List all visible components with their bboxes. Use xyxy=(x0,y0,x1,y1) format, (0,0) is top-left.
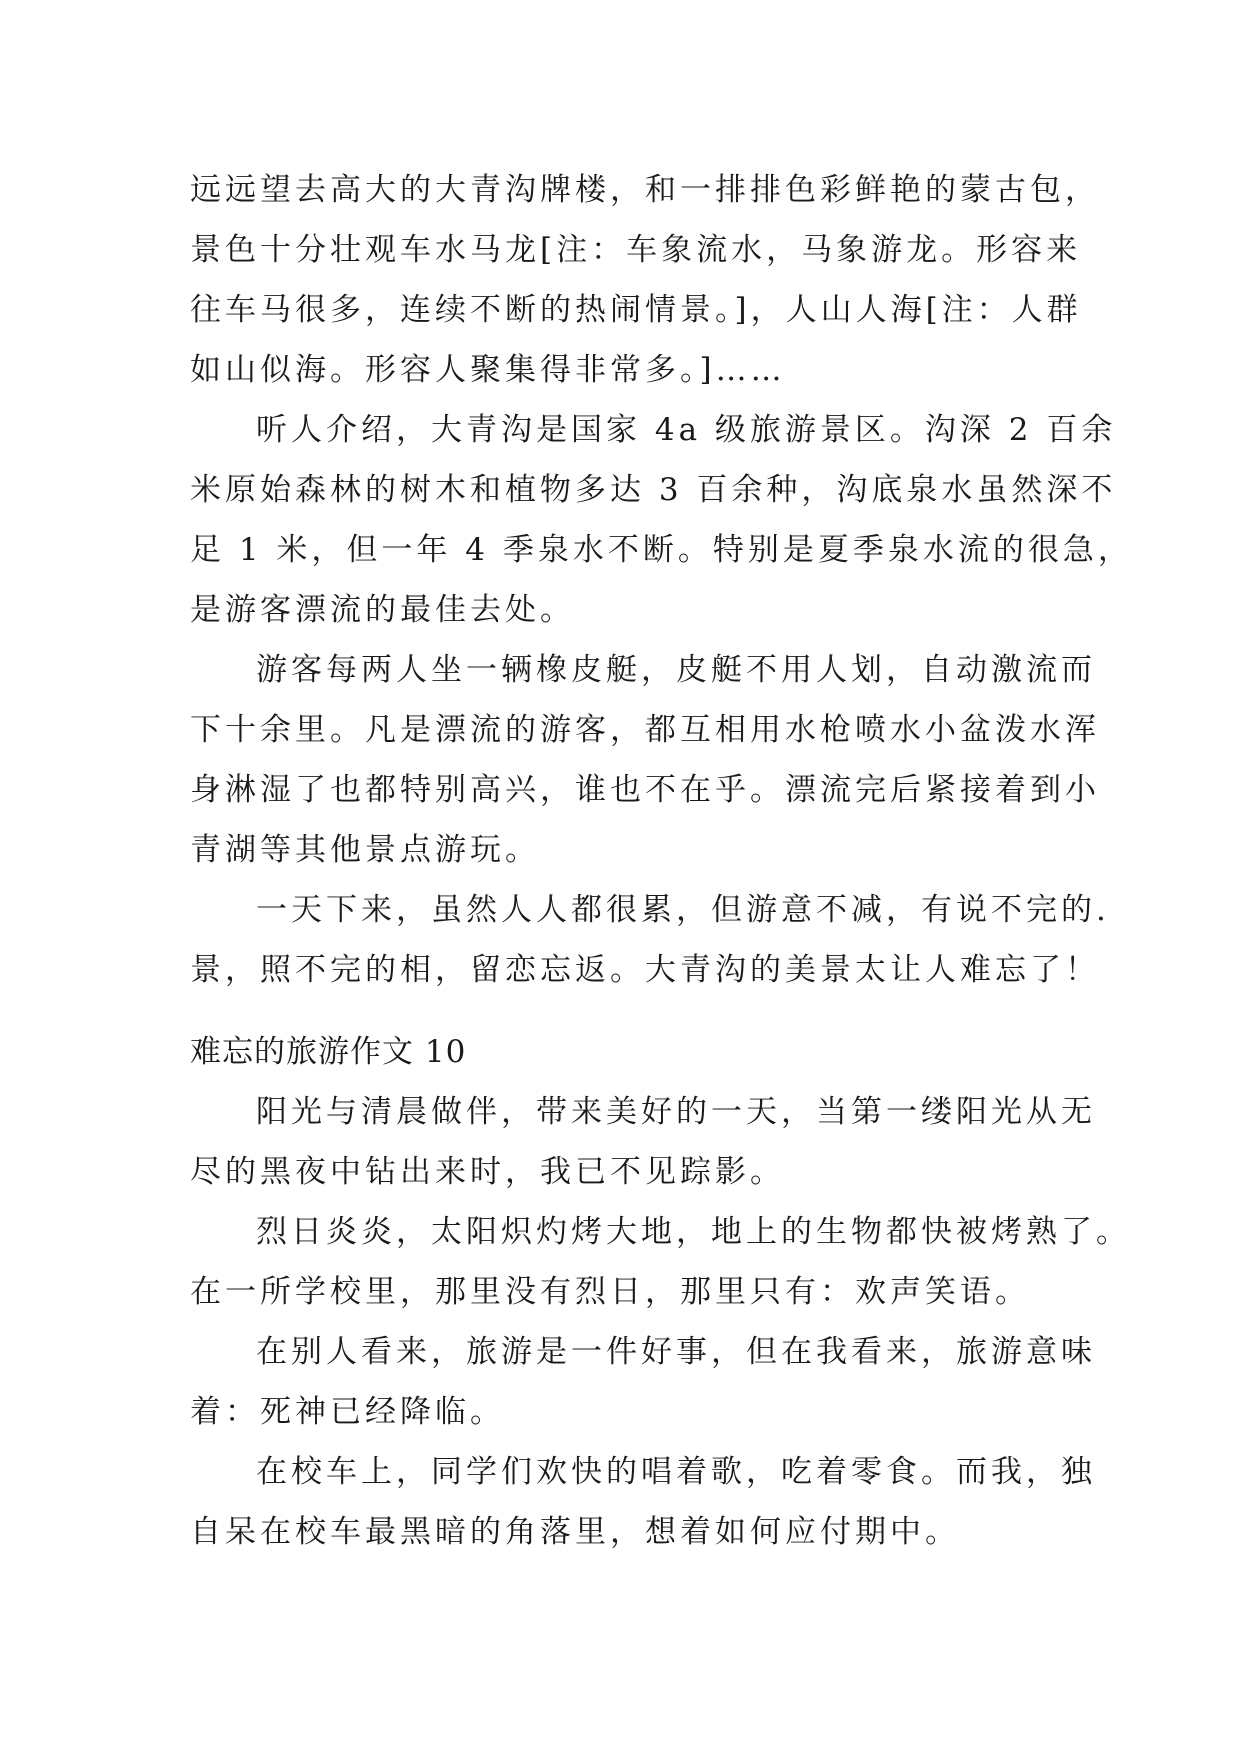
paragraph-line: 着：死神已经降临。 xyxy=(190,1394,505,1430)
paragraph-line: 米原始森林的树木和植物多达 3 百余种，沟底泉水虽然深不 xyxy=(190,472,1117,508)
paragraph-line: 青湖等其他景点游玩。 xyxy=(190,832,540,868)
paragraph-line: 远远望去高大的大青沟牌楼，和一排排色彩鲜艳的蒙古包， xyxy=(190,172,1100,208)
paragraph-line: 阳光与清晨做伴，带来美好的一天，当第一缕阳光从无 xyxy=(256,1094,1096,1130)
paragraph-line: 足 1 米，但一年 4 季泉水不断。特别是夏季泉水流的很急， xyxy=(190,532,1133,568)
paragraph-line: 烈日炎炎，太阳炽灼烤大地，地上的生物都快被烤熟了。 xyxy=(256,1214,1131,1250)
paragraph-line: 身淋湿了也都特别高兴，谁也不在乎。漂流完后紧接着到小 xyxy=(190,772,1100,808)
paragraph-line: 是游客漂流的最佳去处。 xyxy=(190,592,575,628)
paragraph-line: 下十余里。凡是漂流的游客，都互相用水枪喷水小盆泼水浑 xyxy=(190,712,1100,748)
paragraph-line: 游客每两人坐一辆橡皮艇，皮艇不用人划，自动激流而 xyxy=(256,652,1096,688)
paragraph-line: 听人介绍，大青沟是国家 4a 级旅游景区。沟深 2 百余 xyxy=(256,412,1117,448)
paragraph-line: 景，照不完的相，留恋忘返。大青沟的美景太让人难忘了！ xyxy=(190,952,1100,988)
paragraph-line: 在校车上，同学们欢快的唱着歌，吃着零食。而我，独 xyxy=(256,1454,1096,1490)
article-1 xyxy=(190,160,1133,1000)
paragraph-line: 一天下来，虽然人人都很累，但游意不减，有说不完的. xyxy=(256,892,1110,928)
paragraph-line: 在别人看来，旅游是一件好事，但在我看来，旅游意味 xyxy=(256,1334,1096,1370)
article-title: 难忘的旅游作文 10 xyxy=(190,1034,467,1070)
paragraph-line: 在一所学校里，那里没有烈日，那里只有：欢声笑语。 xyxy=(190,1274,1030,1310)
paragraph-line: 尽的黑夜中钻出来时，我已不见踪影。 xyxy=(190,1154,785,1190)
paragraph-line: 景色十分壮观车水马龙[注：车象流水，马象游龙。形容来 xyxy=(190,232,1082,268)
paragraph-line: 如山似海。形容人聚集得非常多。]…… xyxy=(190,352,786,388)
paragraph-line: 往车马很多，连续不断的热闹情景。]，人山人海[注：人群 xyxy=(190,292,1082,328)
paragraph-line: 自呆在校车最黑暗的角落里，想着如何应付期中。 xyxy=(190,1514,960,1550)
article-2 xyxy=(190,1022,1131,1562)
